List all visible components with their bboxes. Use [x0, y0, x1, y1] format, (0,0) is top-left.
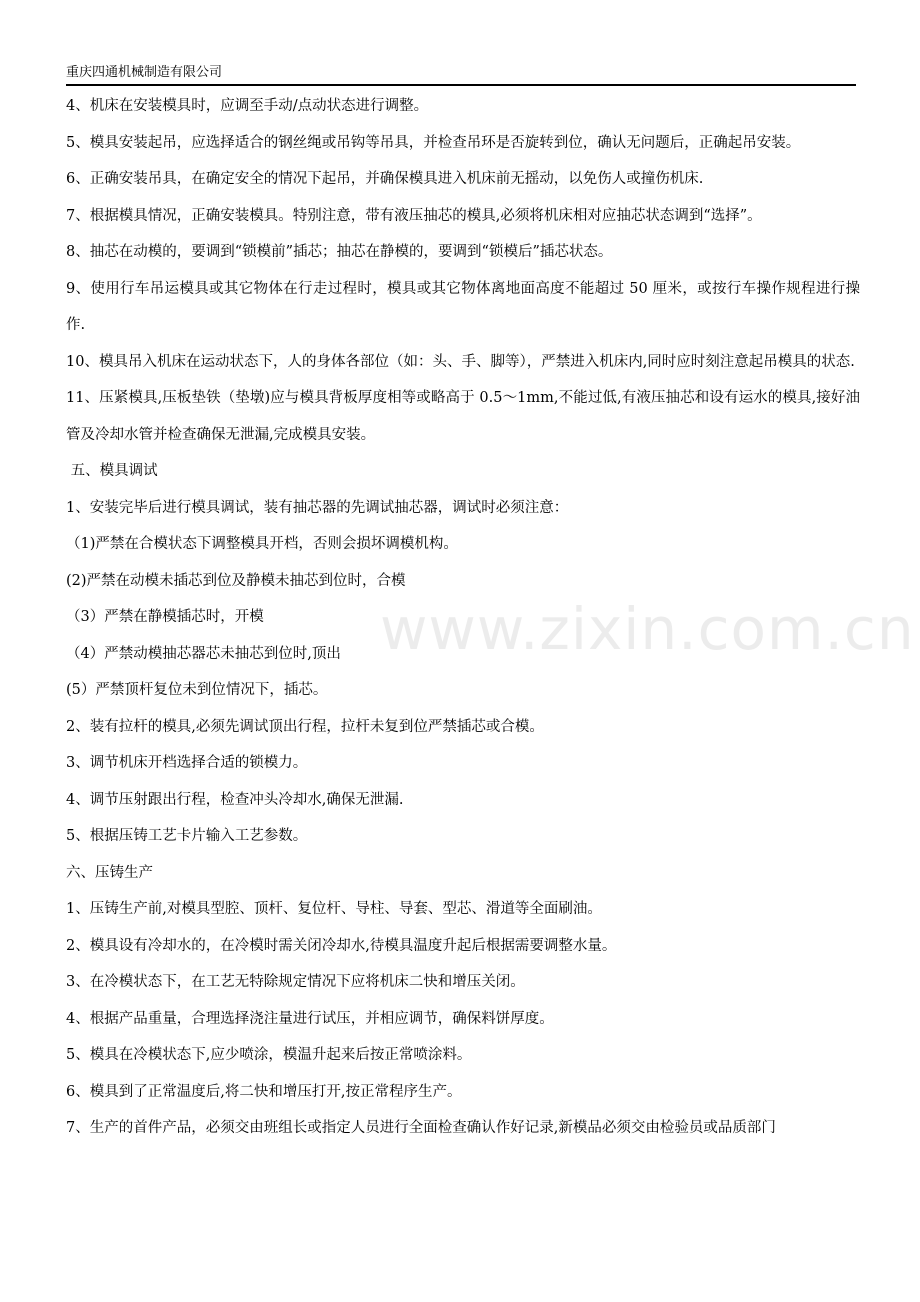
paragraph: 2、装有拉杆的模具,必须先调试顶出行程，拉杆未复到位严禁插芯或合模。: [66, 718, 544, 735]
paragraph: 1、压铸生产前,对模具型腔、顶杆、复位杆、导柱、导套、型芯、滑道等全面刷油。: [66, 901, 602, 917]
paragraph: 5、模具安装起吊，应选择适合的钢丝绳或吊钩等吊具，并检查吊环是否旋转到位，确认无问题后，正确起吊安装。: [66, 134, 801, 151]
page-header: [66, 64, 856, 86]
paragraph: (2)严禁在动模未插芯到位及静模未抽芯到位时，合模: [66, 572, 406, 589]
document-body: [66, 88, 860, 1147]
paragraph: 3、调节机床开档选择合适的锁模力。: [66, 755, 308, 771]
paragraph: 7、根据模具情况，正确安装模具。特别注意，带有液压抽芯的模具,必须将机床相对应抽芯状态调到“选择”。: [66, 207, 762, 224]
paragraph: 4、调节压射跟出行程，检查冲头冷却水,确保无泄漏.: [66, 791, 404, 808]
paragraph: 6、正确安装吊具，在确定安全的情况下起吊，并确保模具进入机床前无摇动，以免伤人或撞伤机床.: [66, 171, 704, 187]
paragraph: 11、压紧模具,压板垫铁（垫墩)应与模具背板厚度相等或略高于 0.5～1mm,不能过低,有液压抽芯和设有运水的模具,接好油管及冷却水管并检查确保无泄漏,完成模具安装。: [66, 390, 860, 443]
paragraph: 5、模具在冷模状态下,应少喷涂，模温升起来后按正常喷涂料。: [66, 1047, 472, 1063]
paragraph: 4、根据产品重量，合理选择浇注量进行试压，并相应调节，确保料饼厚度。: [66, 1010, 554, 1027]
watermark: www.zixin.com.cn: [380, 595, 915, 663]
paragraph: 4、机床在安装模具时，应调至手动/点动状态进行调整。: [66, 98, 429, 114]
paragraph: （4）严禁动模抽芯器芯未抽芯到位时,顶出: [66, 645, 341, 662]
paragraph: 8、抽芯在动模的，要调到“锁模前”插芯；抽芯在静模的，要调到“锁模后”插芯状态。: [66, 244, 613, 260]
paragraph: 5、根据压铸工艺卡片输入工艺参数。: [66, 828, 308, 844]
paragraph: 3、在冷模状态下，在工艺无特除规定情况下应将机床二快和增压关闭。: [66, 974, 525, 990]
paragraph: (5）严禁顶杆复位未到位情况下，插芯。: [66, 682, 328, 698]
paragraph: 9、使用行车吊运模具或其它物体在行走过程时，模具或其它物体离地面高度不能超过 50 厘米，或按行车操作规程进行操作.: [66, 280, 860, 333]
paragraph: 1、安装完毕后进行模具调试，装有抽芯器的先调试抽芯器，调试时必须注意：: [66, 499, 569, 516]
paragraph: 2、模具设有冷却水的，在冷模时需关闭冷却水,待模具温度升起后根据需要调整水量。: [66, 937, 617, 954]
company-name: 重庆四通机械制造有限公司: [66, 65, 223, 80]
section-heading: 五、模具调试: [66, 463, 158, 479]
paragraph: （1)严禁在合模状态下调整模具开档，否则会损坏调模机构。: [66, 536, 458, 552]
paragraph: （3）严禁在静模插芯时，开模: [66, 609, 264, 625]
section-heading: 六、压铸生产: [66, 864, 153, 881]
paragraph: 7、生产的首件产品，必须交由班组长或指定人员进行全面检查确认作好记录,新模品必须交由检验员或品质部门: [66, 1120, 776, 1136]
paragraph: 6、模具到了正常温度后,将二快和增压打开,按正常程序生产。: [66, 1083, 462, 1100]
paragraph: 10、模具吊入机床在运动状态下，人的身体各部位（如：头、手、脚等），严禁进入机床内,同时应时刻注意起吊模具的状态.: [66, 353, 855, 370]
